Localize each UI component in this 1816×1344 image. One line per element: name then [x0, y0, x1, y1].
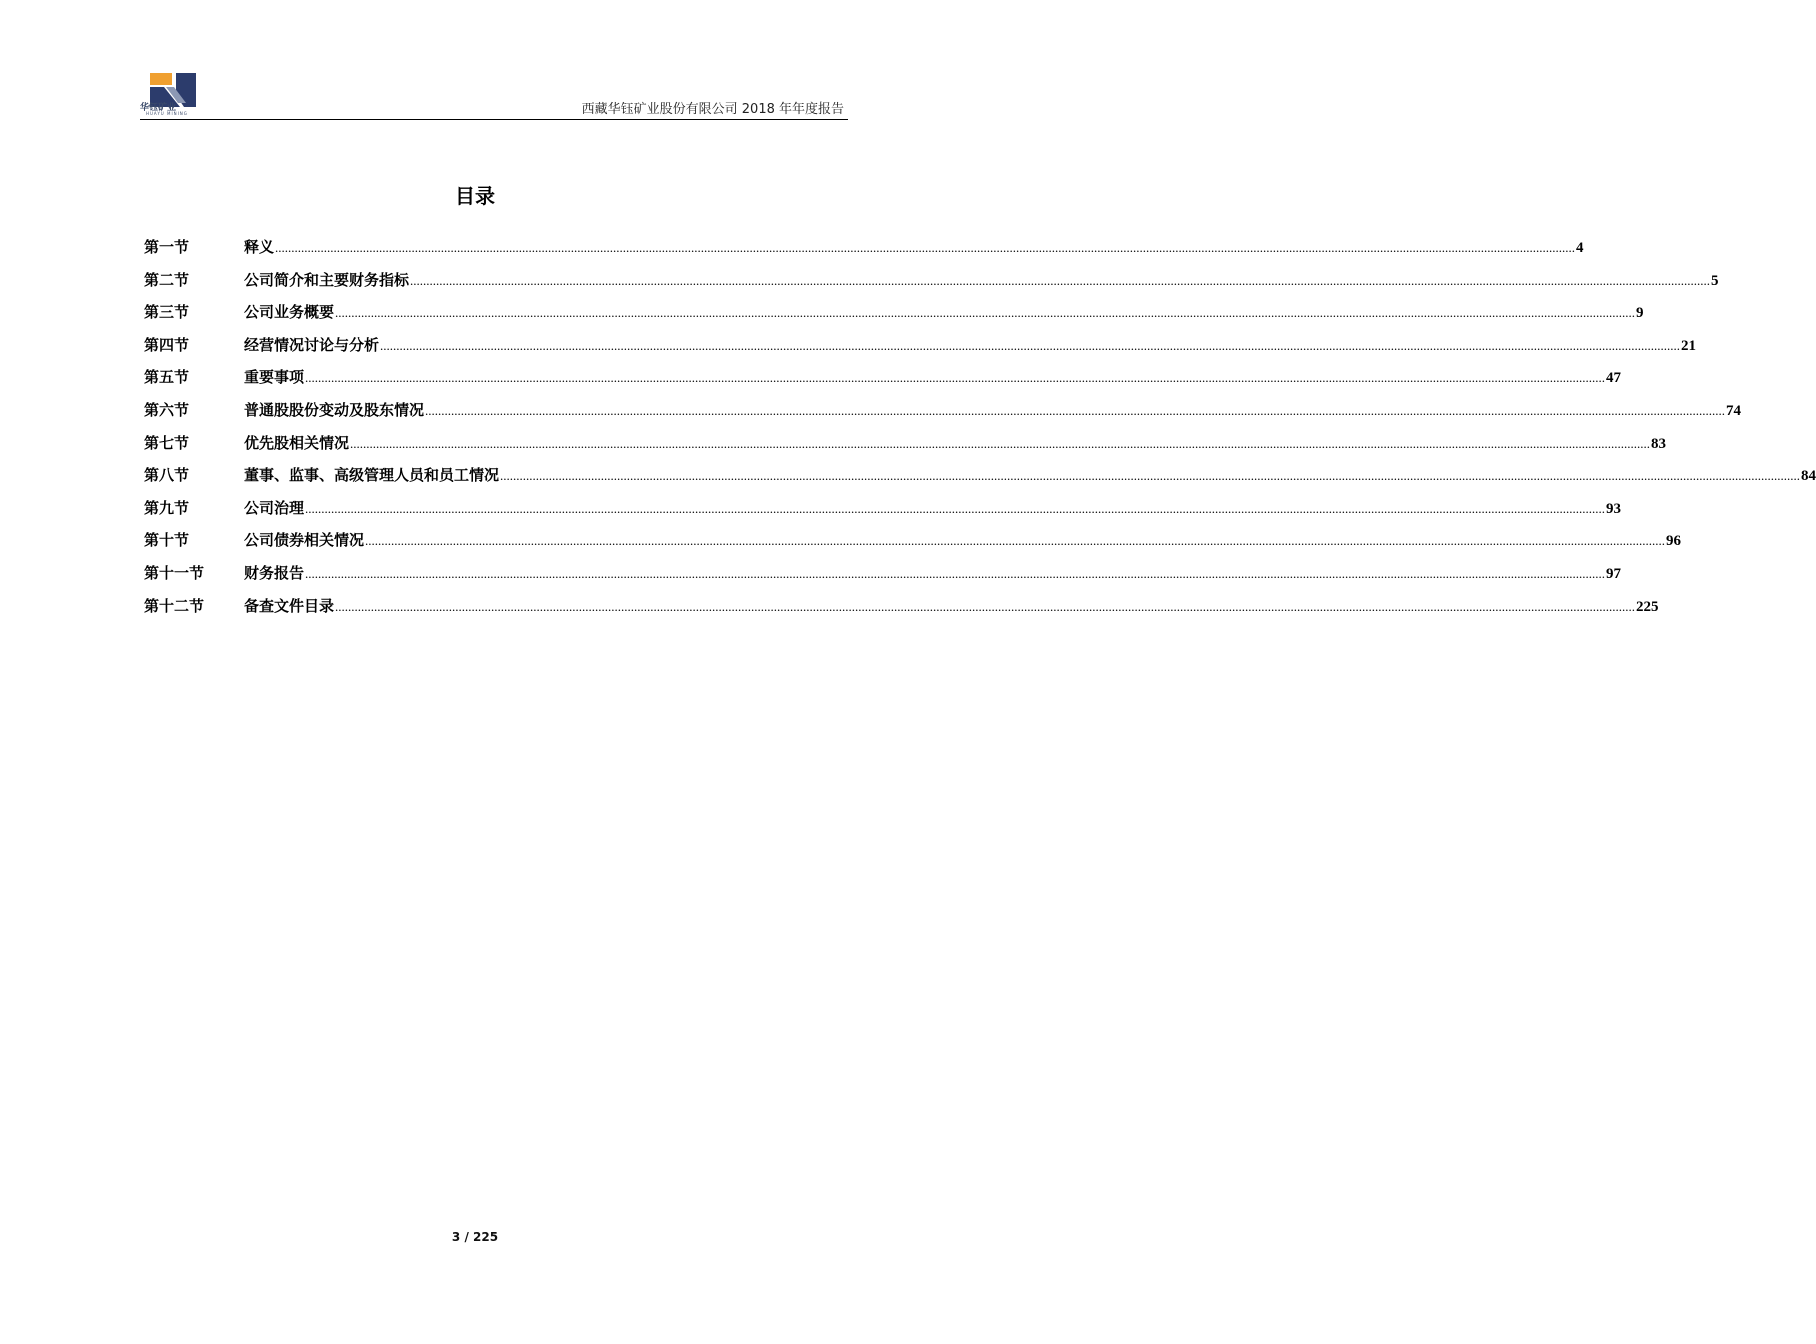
toc-page-number: 84 [1801, 468, 1816, 485]
toc-section-number: 第七节 [144, 433, 190, 452]
toc-section-number: 第八节 [144, 466, 190, 485]
toc-section-number: 第三节 [144, 303, 190, 322]
toc-dot-leader: ................................................................................................................................................................................................................................................................................................................................................................................................................ [305, 500, 1606, 516]
report-header-title: 西藏华钰矿业股份有限公司 2018 年年度报告 [581, 102, 844, 117]
toc-dot-leader: ................................................................................................................................................................................................................................................................................................................................................................................................................ [305, 565, 1606, 581]
toc-dot-leader: ................................................................................................................................................................................................................................................................................................................................................................................................................ [365, 533, 1666, 549]
page-number: 3 / 225 [451, 1230, 499, 1244]
page-header [140, 62, 848, 120]
toc-page-number: 9 [1636, 305, 1644, 322]
toc-page-number: 96 [1666, 533, 1682, 550]
toc-section-title: 优先股相关情况 [244, 433, 350, 452]
toc-section-number: 第五节 [144, 368, 190, 387]
toc-page-number: 74 [1726, 402, 1742, 419]
toc-section-number: 第十节 [144, 531, 190, 550]
toc-section-title: 经营情况讨论与分析 [244, 335, 380, 354]
toc-dot-leader: ................................................................................................................................................................................................................................................................................................................................................................................................................ [425, 402, 1726, 418]
table-of-contents [144, 236, 1816, 627]
toc-page-number: 225 [1636, 598, 1659, 615]
toc-page-number: 21 [1681, 337, 1697, 354]
toc-dot-leader: ................................................................................................................................................................................................................................................................................................................................................................................................................ [380, 337, 1681, 353]
toc-section-number: 第二节 [144, 270, 190, 289]
toc-entry[interactable] [144, 236, 1584, 269]
toc-entry[interactable] [144, 497, 1622, 530]
toc-page-number: 5 [1711, 272, 1719, 289]
toc-page-number: 97 [1606, 565, 1622, 582]
toc-section-title: 公司简介和主要财务指标 [244, 270, 410, 289]
toc-section-title: 公司治理 [244, 498, 305, 517]
toc-entry[interactable] [144, 399, 1742, 432]
toc-page-number: 47 [1606, 370, 1622, 387]
toc-entry[interactable] [144, 366, 1622, 399]
toc-dot-leader: ................................................................................................................................................................................................................................................................................................................................................................................................................ [335, 305, 1636, 321]
toc-section-number: 第六节 [144, 400, 190, 419]
toc-entry[interactable] [144, 432, 1667, 465]
toc-section-number: 第四节 [144, 335, 190, 354]
toc-dot-leader: ................................................................................................................................................................................................................................................................................................................................................................................................................ [410, 272, 1711, 288]
toc-section-title: 董事、监事、高级管理人员和员工情况 [244, 466, 500, 485]
toc-section-number: 第一节 [144, 238, 190, 256]
toc-section-number: 第十一节 [144, 563, 205, 582]
header-divider [140, 119, 848, 120]
toc-section-title: 公司债券相关情况 [244, 531, 365, 550]
toc-page-number: 93 [1606, 500, 1622, 517]
toc-entry[interactable] [144, 334, 1697, 367]
toc-section-number: 第九节 [144, 498, 190, 517]
logo-subtext: HUAYU MINING [146, 111, 188, 116]
toc-entry[interactable] [144, 562, 1622, 595]
toc-page-number: 4 [1576, 240, 1584, 256]
toc-entry[interactable] [144, 529, 1682, 562]
toc-dot-leader: ................................................................................................................................................................................................................................................................................................................................................................................................................ [350, 435, 1651, 451]
toc-section-title: 财务报告 [244, 563, 305, 582]
logo-wordmark: 华钰矿业 [140, 103, 177, 113]
toc-page-number: 83 [1651, 435, 1667, 452]
toc-entry[interactable] [144, 595, 1659, 628]
toc-section-title: 普通股股份变动及股东情况 [244, 400, 425, 419]
toc-section-title: 重要事项 [244, 368, 305, 387]
toc-section-title: 备查文件目录 [244, 596, 335, 615]
toc-dot-leader: ................................................................................................................................................................................................................................................................................................................................................................................................................ [500, 468, 1801, 484]
toc-entry[interactable] [144, 301, 1644, 334]
toc-dot-leader: ................................................................................................................................................................................................................................................................................................................................................................................................................ [275, 240, 1576, 255]
toc-entry[interactable] [144, 269, 1719, 302]
toc-section-title: 公司业务概要 [244, 303, 335, 322]
toc-section-title: 释义 [244, 238, 275, 256]
toc-entry[interactable] [144, 464, 1816, 497]
toc-title: 目录 [455, 184, 495, 208]
toc-dot-leader: ................................................................................................................................................................................................................................................................................................................................................................................................................ [335, 598, 1636, 614]
toc-section-number: 第十二节 [144, 596, 205, 615]
toc-dot-leader: ................................................................................................................................................................................................................................................................................................................................................................................................................ [305, 370, 1606, 386]
